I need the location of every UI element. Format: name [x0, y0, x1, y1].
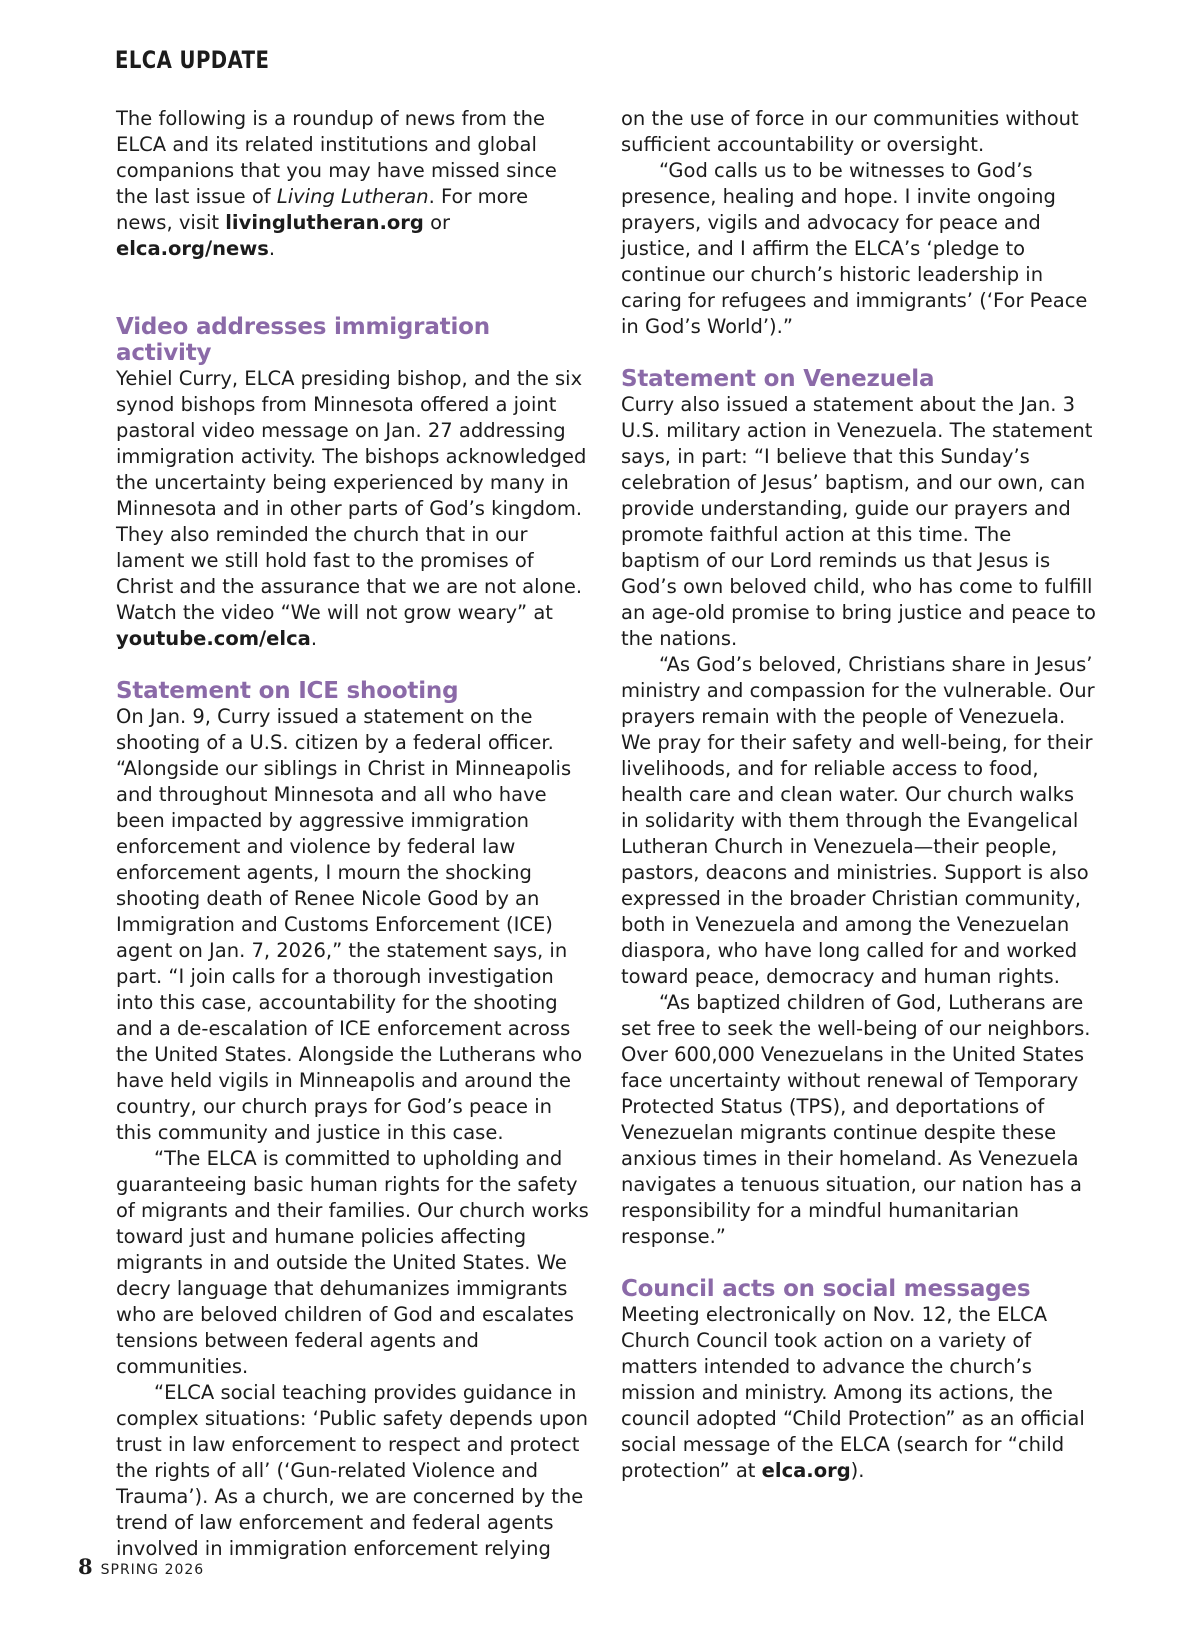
- ice-paragraph-4: “God calls us to be witnesses to God’s presence, healing and hope. I invite ongoing prayers, vigils and advocacy for peace and justice, and I affirm the ELCA’s ‘pledge to continue our church’s historic leadership in caring for refugees and immigrants’ (‘For Peace in God’s World’).”: [621, 159, 1088, 338]
- venezuela-paragraph-1: Curry also issued a statement about the Jan. 3 U.S. military action in Venezuela. The statement says, in part: “I believe that this Sunday’s celebration of Jesus’ baptism, and our own, can provide understanding, guide our prayers and promote faithful action at this time. The baptism of our Lord reminds us that Jesus is God’s own beloved child, who has come to fulfill an age-old promise to bring justice and peace to the nations.: [621, 393, 1096, 650]
- intro-paragraph: The following is a roundup of news from the ELCA and its related institutions and global companions that you may have missed since the last issue of Living Lutheran. For more news, visit livinglutheran.org or elca.org/news.: [116, 107, 557, 260]
- youtube-link[interactable]: youtube.com/elca: [116, 627, 311, 650]
- ice-paragraph-2: “The ELCA is committed to upholding and guaranteeing basic human rights for the safety of migrants and their families. Our church works toward just and humane policies affecting migrants in and outside the United States. We decry language that dehumanizes immigrants who are beloved children of God and escalates tensions between federal agents and communities.: [116, 1147, 589, 1378]
- livinglutheran-link[interactable]: livinglutheran.org: [225, 211, 424, 234]
- ice-heading: Statement on ICE shooting: [116, 678, 459, 704]
- video-paragraph: Yehiel Curry, ELCA presiding bishop, and the six synod bishops from Minnesota offered a joint pastoral video message on Jan. 27 addressing immigration activity. The bishops acknowledged the uncertainty being experienced by many in Minnesota and in other parts of God’s kingdom. They also reminded the church that in our lament we still hold fast to the promises of Christ and the assurance that we are not alone. Watch the video “We will not grow weary” at youtube.com/elca.: [116, 367, 587, 650]
- ice-paragraph-3: “ELCA social teaching provides guidance in complex situations: ‘Public safety depends upon trust in law enforcement to respect and protect the rights of all’ (‘Gun-related Violence and Trauma’). As a church, we are concerned by the trend of law enforcement and federal agents involved in immigration enforcement relying: [116, 1381, 588, 1560]
- venezuela-paragraph-3: “As baptized children of God, Lutherans are set free to seek the well-being of our neighbors. Over 600,000 Venezuelans in the United States face uncertainty without renewal of Temporary Protected Status (TPS), and deportations of Venezuelan migrants continue despite these anxious times in their homeland. As Venezuela navigates a tenuous situation, our nation has a responsibility for a mindful humanitarian response.”: [621, 991, 1091, 1248]
- page-footer: [78, 1554, 204, 1579]
- council-heading: Council acts on social messages: [621, 1276, 1031, 1302]
- venezuela-paragraph-2: “As God’s beloved, Christians share in Jesus’ ministry and compassion for the vulnerable. Our prayers remain with the people of Venezuela. We pray for their safety and well-being, for their livelihoods, and for reliable access to food, health care and clean water. Our church walks in solidarity with them through the Evangelical Lutheran Church in Venezuela—their people, pastors, deacons and ministries. Support is also expressed in the broader Christian community, both in Venezuela and among the Venezuelan diaspora, who have long called for and worked toward peace, democracy and human rights.: [621, 653, 1095, 988]
- elca-news-link[interactable]: elca.org/news: [116, 237, 269, 260]
- ice-paragraph-1: On Jan. 9, Curry issued a statement on the shooting of a U.S. citizen by a federal officer. “Alongside our siblings in Christ in Minneapolis and throughout Minnesota and all who have been impacted by aggressive immigration enforcement and violence by federal law enforcement agents, I mourn the shocking shooting death of Renee Nicole Good by an Immigration and Customs Enforcement (ICE) agent on Jan. 7, 2026,” the statement says, in part. “I join calls for a thorough investigation into this case, accountability for the shooting and a de-escalation of ICE enforcement across the United States. Alongside the Lutherans who have held vigils in Minneapolis and around the country, our church prays for God’s peace in this community and justice in this case.: [116, 705, 583, 1144]
- right-column: [621, 106, 1096, 1484]
- page-number: 8: [78, 1554, 93, 1579]
- section-label: ELCA UPDATE: [115, 46, 270, 74]
- council-paragraph: Meeting electronically on Nov. 12, the ELCA Church Council took action on a variety of matters intended to advance the church’s mission and ministry. Among its actions, the council adopted “Child Protection” as an official social message of the ELCA (search for “child protection” at elca.org).: [621, 1303, 1085, 1482]
- issue-label: SPRING 2026: [100, 1562, 205, 1578]
- venezuela-heading: Statement on Venezuela: [621, 366, 935, 392]
- video-heading: Video addresses immigration activity: [116, 314, 490, 366]
- ice-paragraph-3-continued: on the use of force in our communities without sufficient accountability or oversight.: [621, 107, 1079, 156]
- magazine-title: Living Lutheran: [276, 185, 429, 208]
- elca-org-link[interactable]: elca.org: [761, 1459, 851, 1482]
- left-column: [116, 106, 591, 1562]
